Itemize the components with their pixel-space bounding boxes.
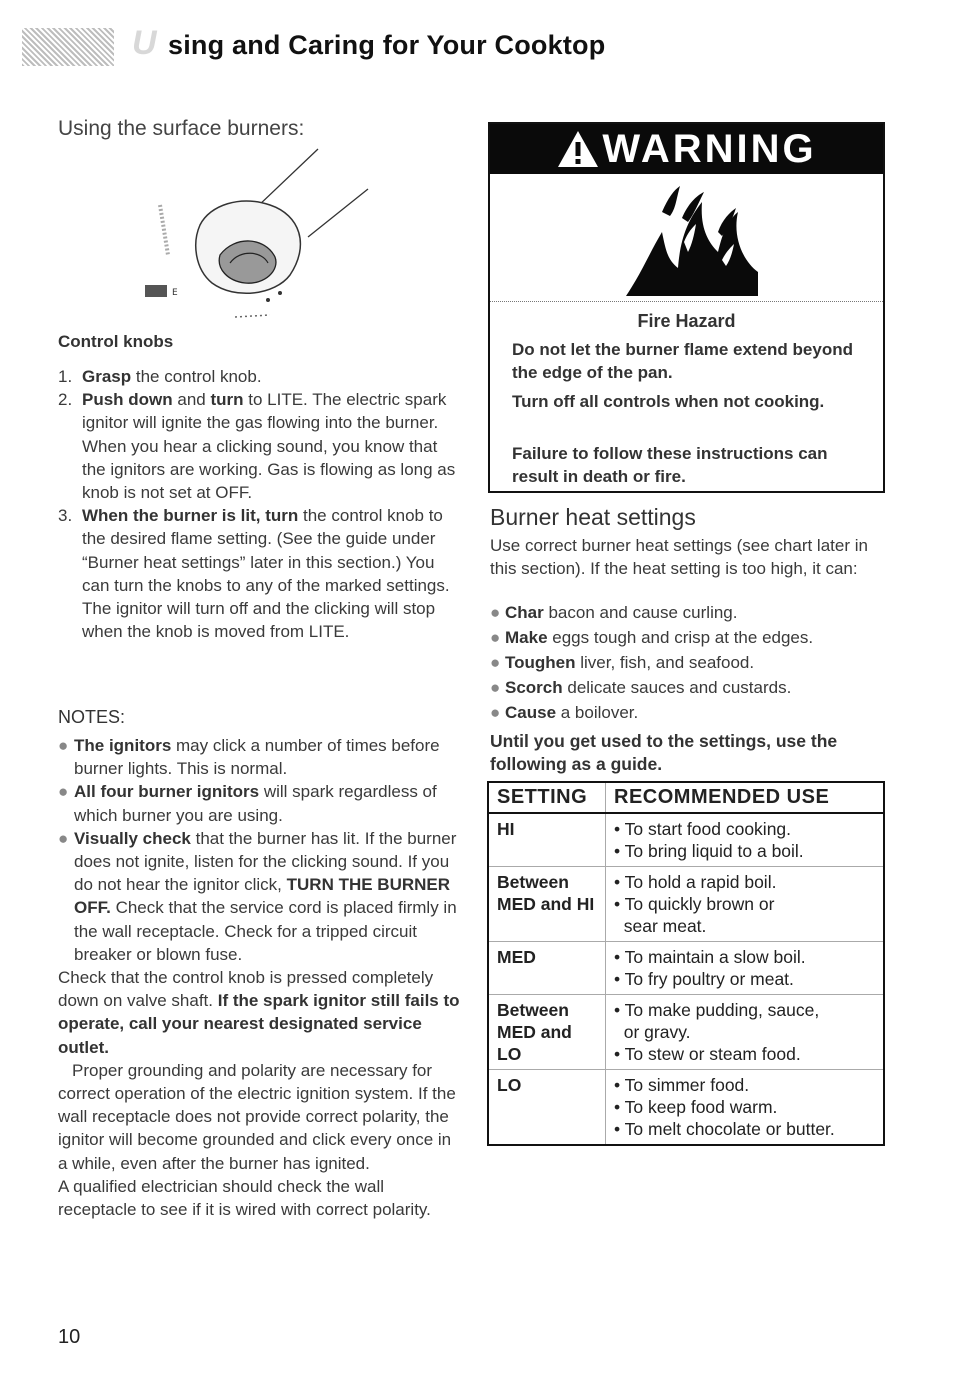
note-text: may click a number of times before burner lights. This is normal. (74, 736, 440, 779)
bullet-icon: ● (490, 603, 505, 622)
table-row (488, 813, 884, 867)
note-item (58, 780, 463, 826)
fire-icon (622, 182, 762, 298)
use-cell (606, 1070, 885, 1146)
note-text: that the burner has lit. If the burner does not ignite, listen for the clicking sound. If you do not hear the ignitor click, (74, 828, 457, 895)
heat-settings-heading: Burner heat settings (490, 504, 696, 530)
use-line: • To maintain a slow boil. (614, 947, 806, 967)
check-text: Check that the control knob is pressed completely down on valve shaft. (58, 968, 434, 1011)
use-line: • To start food cooking. (614, 819, 792, 839)
heat-bullet (490, 700, 890, 725)
step-item (58, 365, 463, 388)
warning-line: Turn off all controls when not cooking. (512, 392, 825, 411)
step-bold: turn (210, 390, 244, 410)
heat-bullet (490, 650, 890, 675)
header-dropcap: U (132, 24, 157, 62)
use-line: • To fry poultry or meat. (614, 969, 794, 989)
warning-line: Do not let the burner flame extend beyond the edge of the pan. (512, 340, 853, 382)
use-cell (606, 942, 885, 995)
warning-divider (490, 301, 883, 302)
note-item (58, 734, 463, 780)
use-cell (606, 867, 885, 942)
warning-banner (490, 124, 883, 174)
heat-bullet-bold: Cause (505, 703, 557, 722)
table-header-row (488, 782, 884, 813)
note-bold: TURN THE BURNER OFF. (74, 875, 451, 918)
step-bold: When the burner is lit, turn (82, 506, 299, 526)
heat-bullet-bold: Toughen (505, 653, 576, 672)
step-item (58, 504, 463, 643)
step-text: and (172, 390, 211, 410)
note-bold: All four burner ignitors (74, 782, 260, 802)
bullet-icon: ● (58, 782, 69, 802)
step-text: the control knob to the desired flame setting. (See the guide under “Burner heat settings” later in this section.) You can turn the knobs to any of the marked settings. The ignitor will turn off and the clicking will stop when the knob is moved from LITE. (82, 506, 450, 642)
bullet-icon: ● (490, 653, 505, 672)
heat-bullet-text: liver, fish, and seafood. (575, 653, 755, 672)
heat-bullet-text: delicate sauces and custards. (562, 678, 792, 697)
heat-bullet (490, 675, 890, 700)
column-header-use: RECOMMENDED USE (606, 782, 885, 813)
use-line: • To hold a rapid boil. (614, 872, 777, 892)
warning-triangle-icon (556, 129, 600, 169)
bullet-icon: ● (490, 703, 505, 722)
setting-cell: LO (488, 1070, 606, 1146)
heat-bullet-text: eggs tough and crisp at the edges. (547, 628, 814, 647)
heat-bullet-text: a boilover. (556, 703, 639, 722)
bullet-icon: ● (58, 736, 69, 755)
use-line: • To melt chocolate or butter. (614, 1119, 835, 1139)
use-line: or gravy. (614, 1022, 691, 1042)
check-paragraph (58, 966, 463, 1059)
step-item (58, 388, 463, 504)
setting-cell: MED (488, 942, 606, 995)
setting-cell: Between MED and HI (488, 867, 606, 942)
control-knob-illustration (140, 145, 370, 325)
use-line: • To keep food warm. (614, 1097, 778, 1117)
heat-bullet-bold: Char (505, 603, 544, 622)
warning-title: WARNING (602, 126, 817, 171)
use-line: • To stew or steam food. (614, 1044, 801, 1064)
use-cell (606, 813, 885, 867)
page-title: sing and Caring for Your Cooktop (168, 30, 606, 60)
heat-settings-table (487, 781, 885, 1146)
steps-list (58, 365, 463, 643)
step-number: 2. (58, 390, 73, 410)
table-row (488, 1070, 884, 1146)
setting-cell: HI (488, 813, 606, 867)
figure-caption: Control knobs (58, 332, 174, 351)
surface-burners-heading: Using the surface burners: (58, 117, 305, 140)
heat-bullets (490, 600, 890, 725)
heat-bullet (490, 600, 890, 625)
heat-intro: Use correct burner heat settings (see chart later in this section). If the heat setting is too high, it can: (490, 536, 868, 579)
hazard-label: Fire Hazard (637, 311, 736, 331)
heat-bullet-bold: Scorch (505, 678, 563, 697)
warning-box (488, 122, 885, 493)
heat-bullet (490, 625, 890, 650)
column-header-setting: SETTING (488, 782, 606, 813)
use-line: • To quickly brown or (614, 894, 775, 914)
notes-heading: NOTES: (58, 707, 126, 727)
note-item (58, 827, 463, 966)
header-pattern-decoration (22, 28, 114, 66)
grounding-paragraph: Proper grounding and polarity are necessary for correct operation of the electric ignition system. If the wall receptacle does not provide correct polarity, the ignitor will become grounded and click every once in a while, even after the burner has ignited. (58, 1060, 456, 1173)
step-number: 1. (58, 367, 73, 386)
heat-bullet-text: bacon and cause curling. (543, 603, 738, 622)
electrician-paragraph: A qualified electrician should check the wall receptacle to see if it is wired with correct polarity. (58, 1176, 431, 1220)
step-bold: Push down (82, 390, 173, 410)
notes-list (58, 734, 463, 1221)
setting-cell: Between MED and LO (488, 995, 606, 1070)
bullet-icon: ● (58, 828, 69, 848)
svg-text:E: E (172, 288, 178, 298)
guide-note: Until you get used to the settings, use the following as a guide. (490, 731, 838, 775)
page-number: 10 (58, 1326, 81, 1348)
check-bold: If the spark ignitor still fails to operate, call your nearest designated service outlet. (58, 991, 460, 1057)
step-number: 3. (58, 506, 73, 526)
step-bold: Grasp (82, 367, 132, 386)
table-row (488, 867, 884, 942)
use-line: • To bring liquid to a boil. (614, 841, 804, 861)
heat-bullet-bold: Make (505, 628, 548, 647)
note-bold: The ignitors (74, 736, 172, 755)
use-cell (606, 995, 885, 1070)
use-line: • To simmer food. (614, 1075, 750, 1095)
use-line: • To make pudding, sauce, (614, 1000, 820, 1020)
use-line: sear meat. (614, 916, 707, 936)
step-text: to LITE. The electric spark ignitor will ignite the gas flowing into the burner. When you hear a clicking sound, you know that the ignitors are working. Gas is flowing as long as knob is not set at OFF. (82, 390, 456, 503)
table-row (488, 942, 884, 995)
bullet-icon: ● (490, 678, 505, 697)
note-bold: Visually check (74, 828, 191, 848)
step-text: the control knob. (131, 367, 262, 386)
table-row (488, 995, 884, 1070)
note-text: will spark regardless of which burner you are using. (74, 782, 437, 825)
note-text: Check that the service cord is placed firmly in the wall receptacle. Check for a tripped circuit breaker or blown fuse. (74, 898, 457, 964)
bullet-icon: ● (490, 628, 505, 647)
warning-line: Failure to follow these instructions can result in death or fire. (512, 444, 828, 486)
